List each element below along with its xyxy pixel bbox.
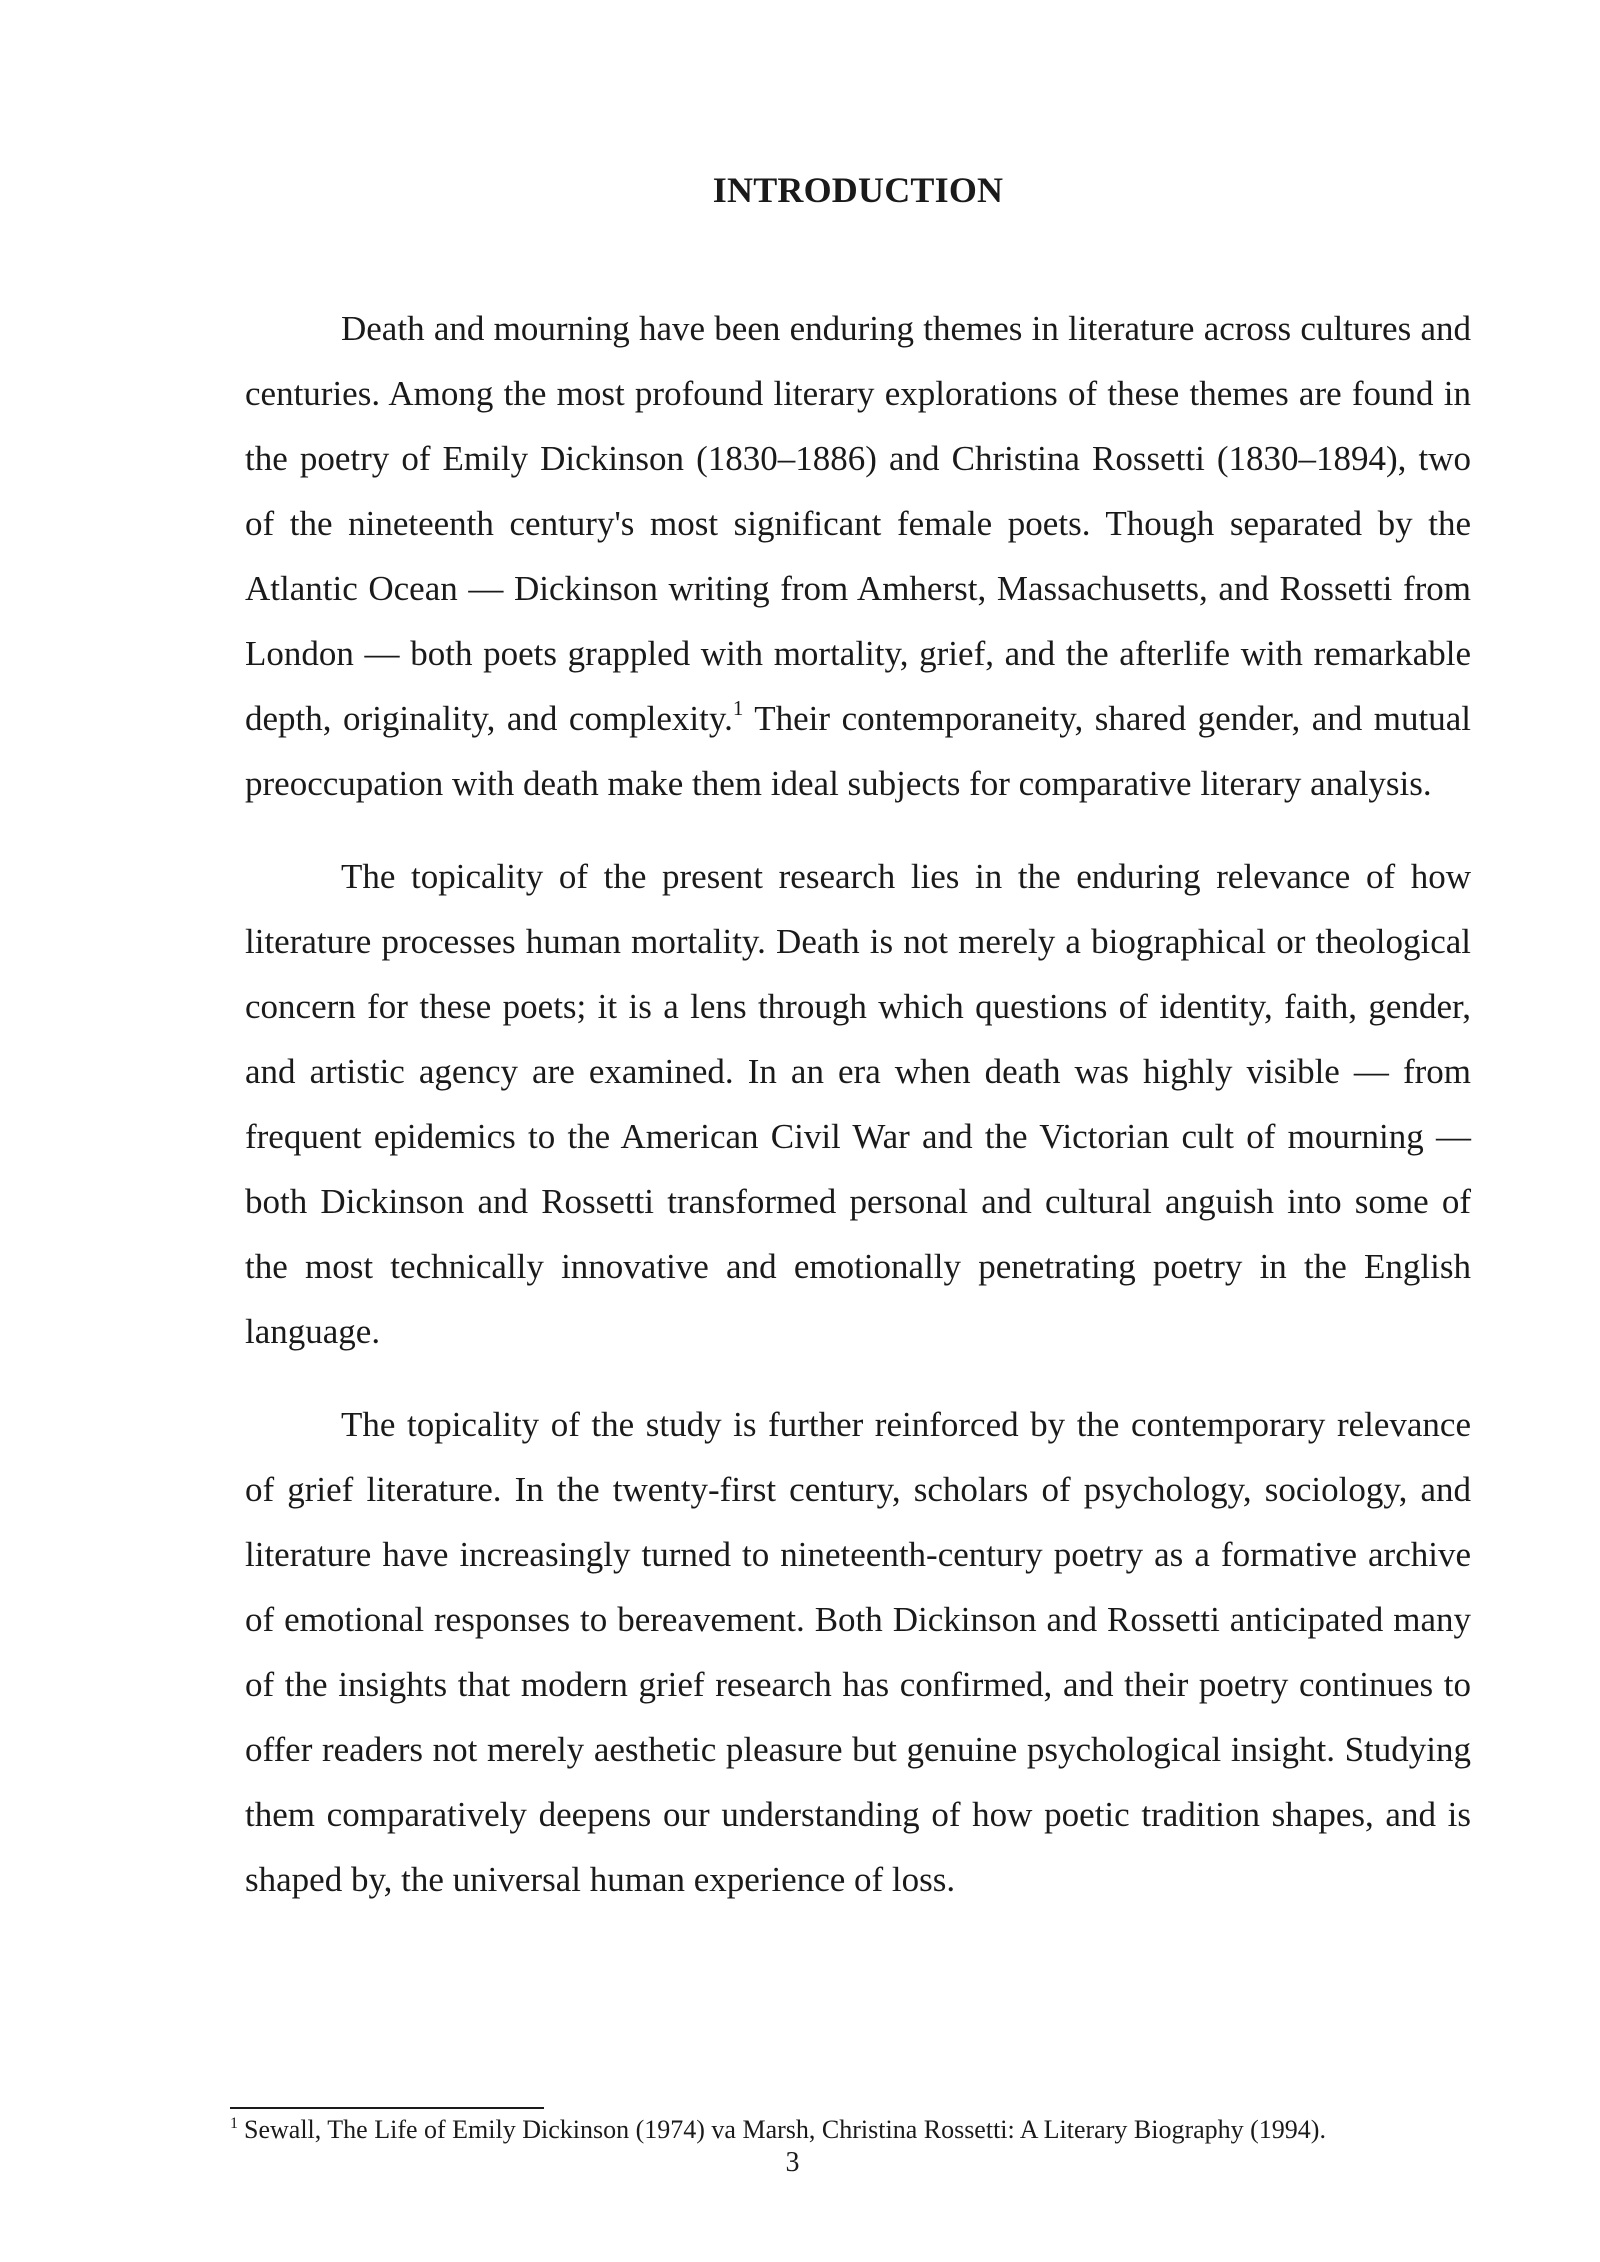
paragraph-1-text-after: Their contemporaneity, shared gender, and mutual preoccupation with death make them ideal subjects for comparative literary analysis. xyxy=(245,699,1471,803)
paragraph-2: The topicality of the present research lies in the enduring relevance of how literature processes human mortality. Death is not merely a biographical or theological concern for these poets; it is a lens through which questions of identity, faith, gender, and artistic agency are examined. In an era when death was highly visible — from frequent epidemics to the American Civil War and the Victorian cult of mourning — both Dickinson and Rossetti transformed personal and cultural anguish into some of the most technically innovative and emotionally penetrating poetry in the English language. xyxy=(245,857,1471,1351)
section-heading-container xyxy=(245,168,1471,212)
body-text xyxy=(245,296,1471,1940)
paragraph-3: The topicality of the study is further reinforced by the contemporary relevance of grief literature. In the twenty-first century, scholars of psychology, sociology, and literature have increasingly turned to nineteenth-century poetry as a formative archive of emotional responses to bereavement. Both Dickinson and Rossetti anticipated many of the insights that modern grief research has confirmed, and their poetry continues to offer readers not merely aesthetic pleasure but genuine psychological insight. Studying them comparatively deepens our understanding of how poetic tradition shapes, and is shaped by, the universal human experience of loss. xyxy=(245,1405,1471,1899)
footnote-text: Sewall, The Life of Emily Dickinson (1974) va Marsh, Christina Rossetti: A Literary Biography (1994). xyxy=(244,2115,1326,2144)
paragraph-1 xyxy=(245,296,1471,816)
page-number: 3 xyxy=(785,2147,800,2178)
footnote xyxy=(230,2113,1530,2147)
footnote-separator xyxy=(230,2107,544,2109)
section-heading: INTRODUCTION xyxy=(712,170,1004,210)
footnote-reference: 1 xyxy=(732,696,744,720)
paragraph-1-text-before: Death and mourning have been enduring themes in literature across cultures and centuries. Among the most profound literary explorations of these themes are found in the poetry of Emily Dickinson (1830–1886) and Christina Rossetti (1830–1894), two of the nineteenth century's most significant female poets. Though separated by the Atlantic Ocean — Dickinson writing from Amherst, Massachusetts, and Rossetti from London — both poets grappled with mortality, grief, and the afterlife with remarkable depth, originality, and complexity. xyxy=(245,309,1471,738)
footnote-number: 1 xyxy=(230,2115,238,2132)
